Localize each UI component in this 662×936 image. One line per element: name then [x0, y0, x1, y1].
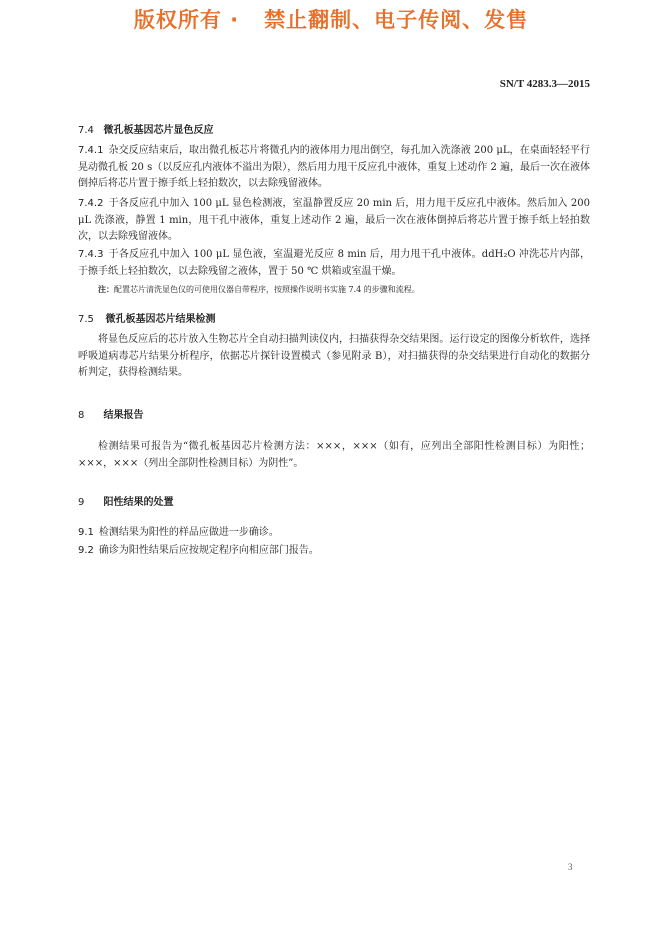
paragraph-number: 7.4.3: [78, 249, 104, 260]
copyright-banner: 版权所有 · 禁止翻制、电子传阅、发售: [133, 8, 529, 32]
paragraph-8: 检测结果可报告为“微孔板基因芯片检测方法：×××，×××（如有，应列出全部阳性检测目标）为阳性；×××，×××（列出全部阴性检测目标）为阴性”。: [78, 441, 590, 469]
section-7-5-heading: [78, 310, 215, 325]
paragraph-text: 于各反应孔中加入 100 μL 显色液，室温避光反应 8 min 后，用力甩干孔中液体。ddH₂O 冲洗芯片内部，于擦手纸上轻拍数次，以去除残留之液体，置于 50 ℃ 烘箱或室温干燥。: [78, 249, 590, 277]
section-number: 7.4: [78, 125, 94, 136]
paragraph-7-4-2: [78, 196, 590, 246]
paragraph-7-5: 将显色反应后的芯片放入生物芯片全自动扫描判读仪内，扫描获得杂交结果图。运行设定的图像分析软件，选择呼吸道病毒芯片结果分析程序，依据芯片探针设置模式（参见附录 B），对扫描获得的杂交结果进行自动化的数据分析判定，获得检测结果。: [78, 334, 590, 378]
paragraph-9-2: [78, 543, 590, 560]
paragraph-number: 7.4.2: [78, 198, 104, 209]
section-8-heading: [78, 406, 143, 421]
note: [98, 284, 588, 296]
paragraph-number: 9.1: [78, 527, 94, 538]
section-title: 阳性结果的处置: [103, 497, 174, 508]
section-title: 微孔板基因芯片显色反应: [103, 125, 214, 136]
section-title: 结果报告: [103, 410, 144, 421]
standard-number: SN/T 4283.3—2015: [499, 78, 590, 90]
page-number: 3: [568, 862, 573, 872]
note-label: 注：: [98, 285, 114, 294]
paragraph-text: 检测结果为阳性的样品应做进一步确诊。: [98, 527, 279, 538]
paragraph-text: 杂交反应结束后，取出微孔板芯片将微孔内的液体用力甩出倒空，每孔加入洗涤液 200 μL，在桌面轻轻平行晃动微孔板 20 s（以反应孔内液体不溢出为限），然后用力甩干反应孔中液体，重复上述动作 2 遍，最后一次在液体倒掉后将芯片置于擦手纸上轻拍数次，以去除残留液体。: [78, 145, 590, 189]
paragraph-9-1: [78, 525, 590, 542]
paragraph-7-4-3: [78, 247, 590, 280]
paragraph-number: 9.2: [78, 545, 94, 556]
section-9-heading: [78, 493, 173, 508]
section-number: 8: [78, 410, 85, 421]
section-number: 7.5: [78, 314, 94, 325]
section-7-4-heading: [78, 121, 213, 136]
paragraph-number: 7.4.1: [78, 145, 104, 156]
section-title: 微孔板基因芯片结果检测: [105, 314, 216, 325]
note-text: 配置芯片清洗显色仪的可使用仪器自带程序，按照操作说明书实施 7.4 的步骤和流程。: [114, 285, 420, 294]
paragraph-text: 于各反应孔中加入 100 μL 显色检测液，室温静置反应 20 min 后，用力甩干反应孔中液体。然后加入 200 μL 洗涤液，静置 1 min，甩干孔中液体，重复上述动作 2 遍，最后一次在液体倒掉后将芯片置于擦手纸上轻拍数次，以去除残留液体。: [78, 198, 590, 242]
paragraph-text: 确诊为阳性结果后应按规定程序向相应部门报告。: [98, 545, 319, 556]
paragraph-7-4-1: [78, 143, 590, 193]
section-number: 9: [78, 497, 85, 508]
